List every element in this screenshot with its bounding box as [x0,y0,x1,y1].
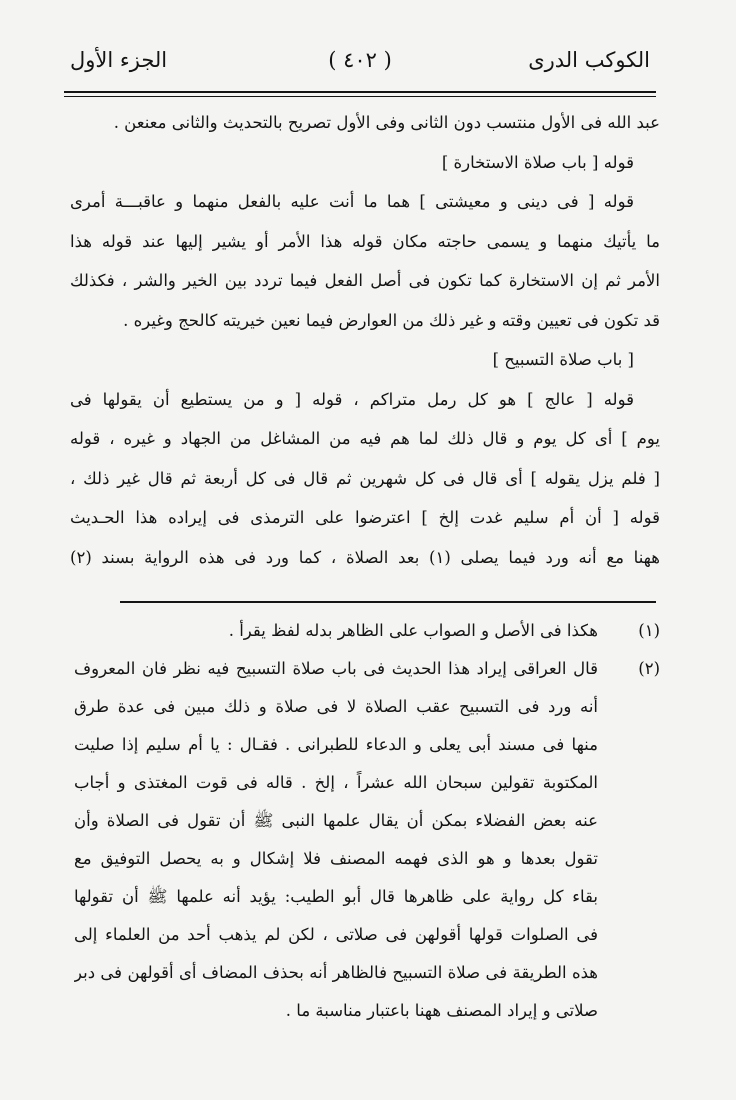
page-number: ( ٤٠٢ ) [328,48,392,72]
page-header [70,44,650,84]
footnote-separator [120,601,656,603]
section-heading-istikhara: قوله [ باب صلاة الاستخارة ] [441,152,634,172]
book-title: الكوكب الدرى [528,48,650,72]
footnote-2 [74,650,660,688]
text-line: قوله [ أن أم سليم غدت إلخ ] اعترضوا على الترمذى فى إيراده هذا الحـديث [70,508,660,527]
footnote-text: هكذا فى الأصل و الصواب على الظاهر بدله لفظ يقرأ . [228,621,598,640]
text-line: الأمر ثم إن الاستخارة كما تكون فى أصل الفعل فيما تردد بين الخير والشر ، فكذلك [70,271,660,290]
main-text [70,103,660,577]
footnote-number: (١) [638,621,660,640]
text-line: ما يأتيك منهما و يسمى حاجته مكان قوله هذا الأمر أو يشير إليها عند قوله هذا [70,231,660,251]
text-line: قوله [ فى دينى و معيشتى ] هما ما أنت عليه بالفعل منهما و عاقبـــة أمرى [70,192,634,211]
footnote-1 [74,612,660,650]
header-rule [64,91,656,93]
footnote-line: منها فى مسند أبى يعلى و الدعاء للطبرانى . فقـال : يا أم سليم إذا صليت [74,735,598,754]
footnotes [74,612,660,1030]
text-line: عبد الله فى الأول منتسب دون الثانى وفى الأول تصريح بالتحديث والثانى معنعن . [113,113,660,132]
text-line: قوله [ عالج ] هو كل رمل متراكم ، قوله [ و من يستطيع أن يقولها فى [70,389,634,409]
footnote-text: قال العراقى إيراد هذا الحديث فى باب صلاة التسبيح فيه نظر فان المعروف [74,659,598,678]
text-line: يوم ] أى كل يوم و قال ذلك لما هم فيه من المشاغل من الجهاد و غيره ، قوله [70,429,660,448]
text-line: قد تكون فى تعيين وقته و غير ذلك من العوارض فيما نعين خيريته كالحج وغيره . [123,310,660,330]
footnote-line: بقاء كل رواية على ظاهرها قال أبو الطيب: يؤيد أنه علمها ﷺ أن تقولها [74,887,598,906]
footnote-line: هذه الطريقة فى صلاة التسبيح فالظاهر أنه بحذف المضاف أى أقولهن فى دبر [74,963,598,982]
volume-part: الجزء الأول [70,48,168,72]
footnote-line: المكتوبة تقولين سبحان الله عشراً ، إلخ . قاله فى قوت المغتذى و أجاب [74,773,598,792]
text-line: ههنا مع أنه ورد فيما يصلى (١) بعد الصلاة ، كما ورد فى هذه الرواية بسند (٢) [70,547,660,567]
footnote-line: تقول بعدها و هو الذى فهمه المصنف فلا إشكال و به يحصل التوفيق مع [74,849,598,868]
section-heading-tasbih: [ باب صلاة التسبيح ] [492,350,634,369]
footnote-number: (٢) [638,659,660,678]
footnote-line: صلاتى و إيراد المصنف ههنا باعتبار مناسبة ما . [285,1001,598,1020]
footnote-line: فى الصلوات قولها أقولهن فى صلاتى ، لكن لم يذهب أحد من العلماء إلى [74,925,598,944]
footnote-line: عنه بعض الفضلاء بمكن أن يقال علمها النبى ﷺ أن تقول فى الصلاة وأن [74,811,598,830]
header-rule-thin [64,96,656,97]
footnote-line: أنه ورد فى التسبيح عقب الصلاة لا فى صلاة و ذلك مبين فى عدة طرق [74,697,598,716]
text-line: [ فلم يزل يقوله ] أى قال فى كل شهرين ثم قال فى كل أربعة ثم قال غير ذلك ، [70,468,660,488]
